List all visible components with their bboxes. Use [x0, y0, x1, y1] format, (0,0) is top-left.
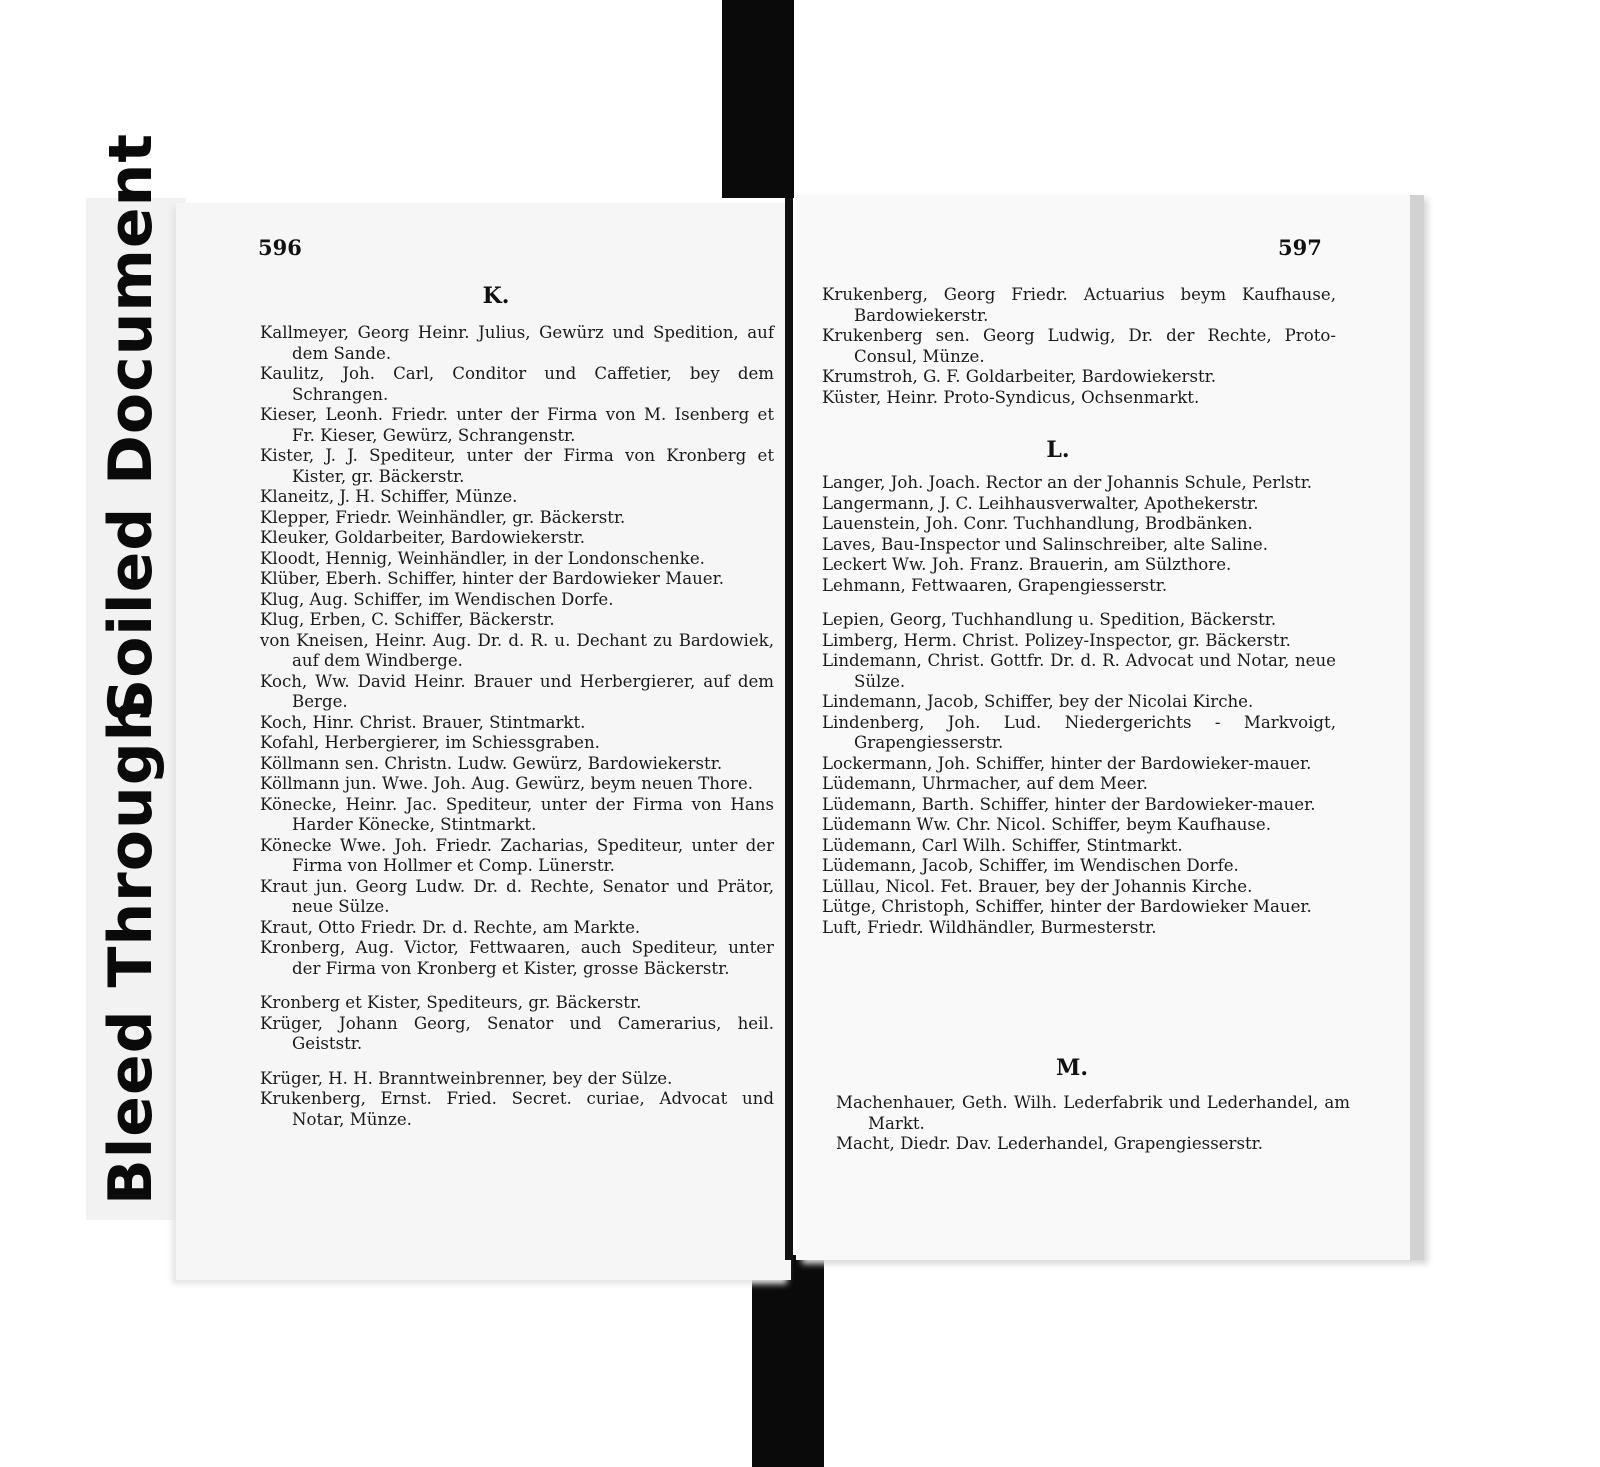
book-gutter — [785, 198, 793, 1260]
directory-entry: Lauenstein, Joh. Conr. Tuchhandlung, Brodbänken. — [822, 514, 1253, 533]
directory-entry: Koch, Ww. David Heinr. Brauer und Herbergierer, auf dem Berge. — [260, 671, 774, 711]
directory-entry: Lüdemann, Jacob, Schiffer, im Wendischen Dorfe. — [822, 856, 1239, 875]
directory-entry: Kronberg, Aug. Victor, Fettwaaren, auch Spediteur, unter der Firma von Kronberg et Kister, grosse Bäckerstr. — [260, 938, 774, 978]
directory-entry: Köllmann jun. Wwe. Joh. Aug. Gewürz, beym neuen Thore. — [260, 774, 754, 793]
directory-entry: Macht, Diedr. Dav. Lederhandel, Grapengiesserstr. — [836, 1134, 1264, 1153]
directory-entry: Lindemann, Jacob, Schiffer, bey der Nicolai Kirche. — [822, 692, 1254, 711]
right-page — [796, 195, 1422, 1260]
directory-entry: Lüdemann, Barth. Schiffer, hinter der Bardowieker-mauer. — [822, 794, 1316, 814]
directory-entry: Koch, Hinr. Christ. Brauer, Stintmarkt. — [260, 712, 586, 732]
directory-entry: Leckert Ww. Joh. Franz. Brauerin, am Sülzthore. — [822, 555, 1232, 574]
page-edge — [1410, 195, 1424, 1260]
side-label-bleed-through: Bleed Through — [96, 697, 166, 1205]
directory-entry: Krukenberg, Ernst. Fried. Secret. curiae, Advocat und Notar, Münze. — [260, 1089, 774, 1129]
directory-entry: Krüger, H. H. Branntweinbrenner, bey der Sülze. — [260, 1068, 673, 1088]
directory-entry: Köllmann sen. Christn. Ludw. Gewürz, Bardowiekerstr. — [260, 753, 723, 773]
directory-entry: Machenhauer, Geth. Wilh. Lederfabrik und Lederhandel, am Markt. — [836, 1093, 1350, 1133]
directory-entry: Krukenberg sen. Georg Ludwig, Dr. der Rechte, Proto-Consul, Münze. — [822, 326, 1336, 366]
directory-entry: Klaneitz, J. H. Schiffer, Münze. — [260, 487, 518, 506]
section-heading-k: K. — [482, 283, 510, 309]
directory-entry: Krumstroh, G. F. Goldarbeiter, Bardowiekerstr. — [822, 367, 1217, 386]
directory-entry: von Kneisen, Heinr. Aug. Dr. d. R. u. Dechant zu Bardowiek, auf dem Windberge. — [260, 630, 774, 670]
directory-entry: Lehmann, Fettwaaren, Grapengiesserstr. — [822, 575, 1168, 595]
binding-tab-bottom — [752, 1255, 824, 1467]
directory-entry: Lindenberg, Joh. Lud. Niedergerichts - Markvoigt, Grapengiesserstr. — [822, 712, 1336, 752]
directory-entry: Könecke Wwe. Joh. Friedr. Zacharias, Spediteur, unter der Firma von Hollmer et Comp. Lünerstr. — [260, 835, 774, 875]
directory-entry: Klepper, Friedr. Weinhändler, gr. Bäckerstr. — [260, 507, 626, 527]
left-page — [176, 203, 791, 1280]
binding-tab-top — [722, 0, 794, 198]
directory-entry: Laves, Bau-Inspector und Salinschreiber, alte Saline. — [822, 534, 1269, 554]
directory-entry: Lüdemann, Carl Wilh. Schiffer, Stintmarkt. — [822, 835, 1183, 855]
page-number: 597 — [1278, 235, 1322, 260]
directory-entry: Lüllau, Nicol. Fet. Brauer, bey der Johannis Kirche. — [822, 876, 1253, 896]
directory-entry: Klug, Erben, C. Schiffer, Bäckerstr. — [260, 610, 555, 629]
directory-entry: Kieser, Leonh. Friedr. unter der Firma von M. Isenberg et Fr. Kieser, Gewürz, Schrangenstr. — [260, 405, 774, 445]
directory-entry: Krukenberg, Georg Friedr. Actuarius beym Kaufhause, Bardowiekerstr. — [822, 285, 1336, 325]
entry-list-k — [260, 323, 774, 1130]
directory-entry: Kleuker, Goldarbeiter, Bardowiekerstr. — [260, 528, 585, 547]
directory-entry: Langer, Joh. Joach. Rector an der Johannis Schule, Perlstr. — [822, 473, 1313, 492]
directory-entry: Kronberg et Kister, Spediteurs, gr. Bäckerstr. — [260, 993, 642, 1012]
directory-entry: Lütge, Christoph, Schiffer, hinter der Bardowieker Mauer. — [822, 897, 1312, 916]
directory-entry: Lüdemann Ww. Chr. Nicol. Schiffer, beym Kaufhause. — [822, 815, 1272, 834]
directory-entry: Lepien, Georg, Tuchhandlung u. Spedition, Bäckerstr. — [822, 610, 1277, 629]
directory-entry: Langermann, J. C. Leihhausverwalter, Apothekerstr. — [822, 493, 1259, 513]
entry-list-k-continued — [822, 285, 1336, 408]
directory-entry: Kister, J. J. Spediteur, unter der Firma von Kronberg et Kister, gr. Bäckerstr. — [260, 446, 774, 486]
directory-entry: Kofahl, Herbergierer, im Schiessgraben. — [260, 733, 600, 752]
section-heading-l: L. — [1046, 437, 1070, 463]
directory-entry: Kloodt, Hennig, Weinhändler, in der Londonschenke. — [260, 548, 705, 568]
directory-entry: Klüber, Eberh. Schiffer, hinter der Bardowieker Mauer. — [260, 569, 724, 588]
side-label-soiled-document: Soiled Document — [96, 132, 166, 722]
directory-entry: Kallmeyer, Georg Heinr. Julius, Gewürz und Spedition, auf dem Sande. — [260, 323, 774, 363]
directory-entry: Lindemann, Christ. Gottfr. Dr. d. R. Advocat und Notar, neue Sülze. — [822, 651, 1336, 691]
directory-entry: Küster, Heinr. Proto-Syndicus, Ochsenmarkt. — [822, 387, 1200, 407]
directory-entry: Lockermann, Joh. Schiffer, hinter der Bardowieker-mauer. — [822, 753, 1312, 773]
directory-entry: Kaulitz, Joh. Carl, Conditor und Caffetier, bey dem Schrangen. — [260, 364, 774, 404]
directory-entry: Luft, Friedr. Wildhändler, Burmesterstr. — [822, 917, 1157, 937]
directory-entry: Limberg, Herm. Christ. Polizey-Inspector, gr. Bäckerstr. — [822, 630, 1291, 650]
directory-entry: Klug, Aug. Schiffer, im Wendischen Dorfe. — [260, 589, 614, 609]
page-number: 596 — [258, 235, 302, 260]
directory-entry: Kraut, Otto Friedr. Dr. d. Rechte, am Markte. — [260, 917, 641, 937]
entry-list-l — [822, 473, 1336, 938]
directory-entry: Krüger, Johann Georg, Senator und Camerarius, heil. Geiststr. — [260, 1013, 774, 1053]
directory-entry: Könecke, Heinr. Jac. Spediteur, unter der Firma von Hans Harder Könecke, Stintmarkt. — [260, 794, 774, 834]
entry-list-m — [836, 1093, 1350, 1155]
directory-entry: Kraut jun. Georg Ludw. Dr. d. Rechte, Senator und Prätor, neue Sülze. — [260, 876, 774, 916]
directory-entry: Lüdemann, Uhrmacher, auf dem Meer. — [822, 774, 1148, 793]
section-heading-m: M. — [1055, 1055, 1088, 1081]
